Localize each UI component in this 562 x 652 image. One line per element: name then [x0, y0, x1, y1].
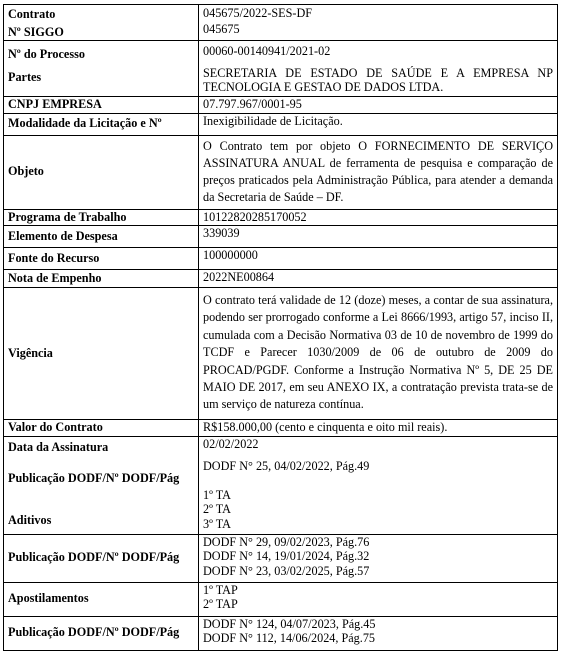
aditivo-item: 1º TA [203, 487, 231, 502]
vigencia-label: Vigência [4, 288, 199, 420]
objeto-label: Objeto [4, 135, 199, 209]
apostilamentos-value-cell [199, 582, 558, 616]
publicacao2-label: Publicação DODF/Nº DODF/Pág [4, 534, 199, 582]
contrato-siggo-value-cell [199, 5, 558, 41]
modalidade-value: Inexigibilidade de Licitação. [199, 113, 558, 135]
aditivo-item: 2º TA [203, 502, 231, 516]
elemento-label: Elemento de Despesa [4, 226, 199, 248]
table-row [4, 5, 558, 41]
fonte-label: Fonte do Recurso [4, 248, 199, 270]
partes-label: Partes [8, 69, 42, 84]
processo-partes-label-cell [4, 41, 199, 97]
publicacao1-label: Publicação DODF/Nº DODF/Pág [8, 471, 180, 485]
contract-summary-table [3, 4, 558, 651]
table-row [4, 248, 558, 270]
publicacao3-item: DODF N° 112, 14/06/2024, Pág.75 [203, 631, 376, 645]
publicacao3-item: DODF N° 124, 04/07/2023, Pág.45 [203, 616, 376, 631]
assinatura-aditivos-label-cell [4, 436, 199, 534]
table-row [4, 209, 558, 226]
table-row [4, 420, 558, 437]
processo-partes-value-cell [199, 41, 558, 97]
table-row [4, 582, 558, 616]
empenho-value: 2022NE00864 [199, 270, 558, 288]
siggo-value: 045675 [203, 21, 240, 36]
programa-value: 10122820285170052 [199, 209, 558, 226]
publicacao2-value-cell [199, 534, 558, 582]
table-row [4, 41, 558, 97]
apostilamento-item: 2º TAP [203, 597, 238, 611]
table-row [4, 113, 558, 135]
partes-value: SECRETARIA DE ESTADO DE SAÚDE E A EMPRESA NP TECNOLOGIA E GESTAO DE DADOS LTDA. [203, 65, 553, 94]
assinatura-aditivos-value-cell [199, 436, 558, 534]
publicacao2-item: DODF N° 29, 09/02/2023, Pág.76 [203, 534, 370, 549]
processo-value: 00060-00140941/2021-02 [203, 44, 331, 58]
publicacao3-label: Publicação DODF/Nº DODF/Pág [4, 616, 199, 650]
cnpj-label: CNPJ EMPRESA [4, 97, 199, 114]
elemento-value: 339039 [199, 226, 558, 248]
contrato-label: Contrato [8, 7, 56, 21]
fonte-value: 100000000 [199, 248, 558, 270]
apostilamentos-label: Apostilamentos [4, 582, 199, 616]
table-row [4, 534, 558, 582]
table-row [4, 135, 558, 209]
table-row [4, 436, 558, 534]
publicacao3-value-cell [199, 616, 558, 650]
table-row [4, 270, 558, 288]
table-row [4, 616, 558, 650]
table-row [4, 97, 558, 114]
publicacao2-item: DODF N° 14, 19/01/2024, Pág.32 [203, 549, 370, 563]
assinatura-value: 02/02/2022 [203, 436, 259, 451]
modalidade-label: Modalidade da Licitação e Nº [4, 113, 199, 135]
objeto-value: O Contrato tem por objeto O FORNECIMENTO DE SERVIÇO ASSINATURA ANUAL de ferramenta de pesquisa e comparação de preços praticados pela Administração Pública, para atender a demanda da Secretaria de Saúde – DF. [199, 135, 558, 209]
apostilamento-item: 1º TAP [203, 582, 238, 597]
siggo-label: Nº SIGGO [8, 24, 64, 39]
assinatura-label: Data da Assinatura [8, 439, 109, 454]
cnpj-value: 07.797.967/0001-95 [199, 97, 558, 114]
empenho-label: Nota de Empenho [4, 270, 199, 288]
table-row [4, 288, 558, 420]
publicacao2-item: DODF N° 23, 03/02/2025, Pág.57 [203, 563, 370, 578]
processo-label: Nº do Processo [8, 47, 85, 61]
aditivo-item: 3º TA [203, 516, 231, 531]
valor-label: Valor do Contrato [4, 420, 199, 437]
aditivos-label: Aditivos [8, 512, 52, 527]
table-row [4, 226, 558, 248]
vigencia-value: O contrato terá validade de 12 (doze) meses, a contar de sua assinatura, podendo ser prorrogado conforme a Lei 8666/1993, artigo 57, inciso II, cumulada com a Decisão Normativa 03 de 10 de novembro de 1999 do TCDF e Parecer 1030/2009 de 06 de outubro de 2009 do PROCAD/PGDF. Conforme a Instrução Normativa Nº 5, DE 25 DE MAIO DE 2017, em seu ANEXO IX, a contratação prevista trata-se de um serviço de natureza contínua. [199, 288, 558, 420]
publicacao1-value: DODF N° 25, 04/02/2022, Pág.49 [203, 459, 370, 473]
programa-label: Programa de Trabalho [4, 209, 199, 226]
contrato-value: 045675/2022-SES-DF [203, 6, 313, 20]
contrato-siggo-label-cell [4, 5, 199, 41]
valor-value: R$158.000,00 (cento e cinquenta e oito mil reais). [199, 420, 558, 437]
